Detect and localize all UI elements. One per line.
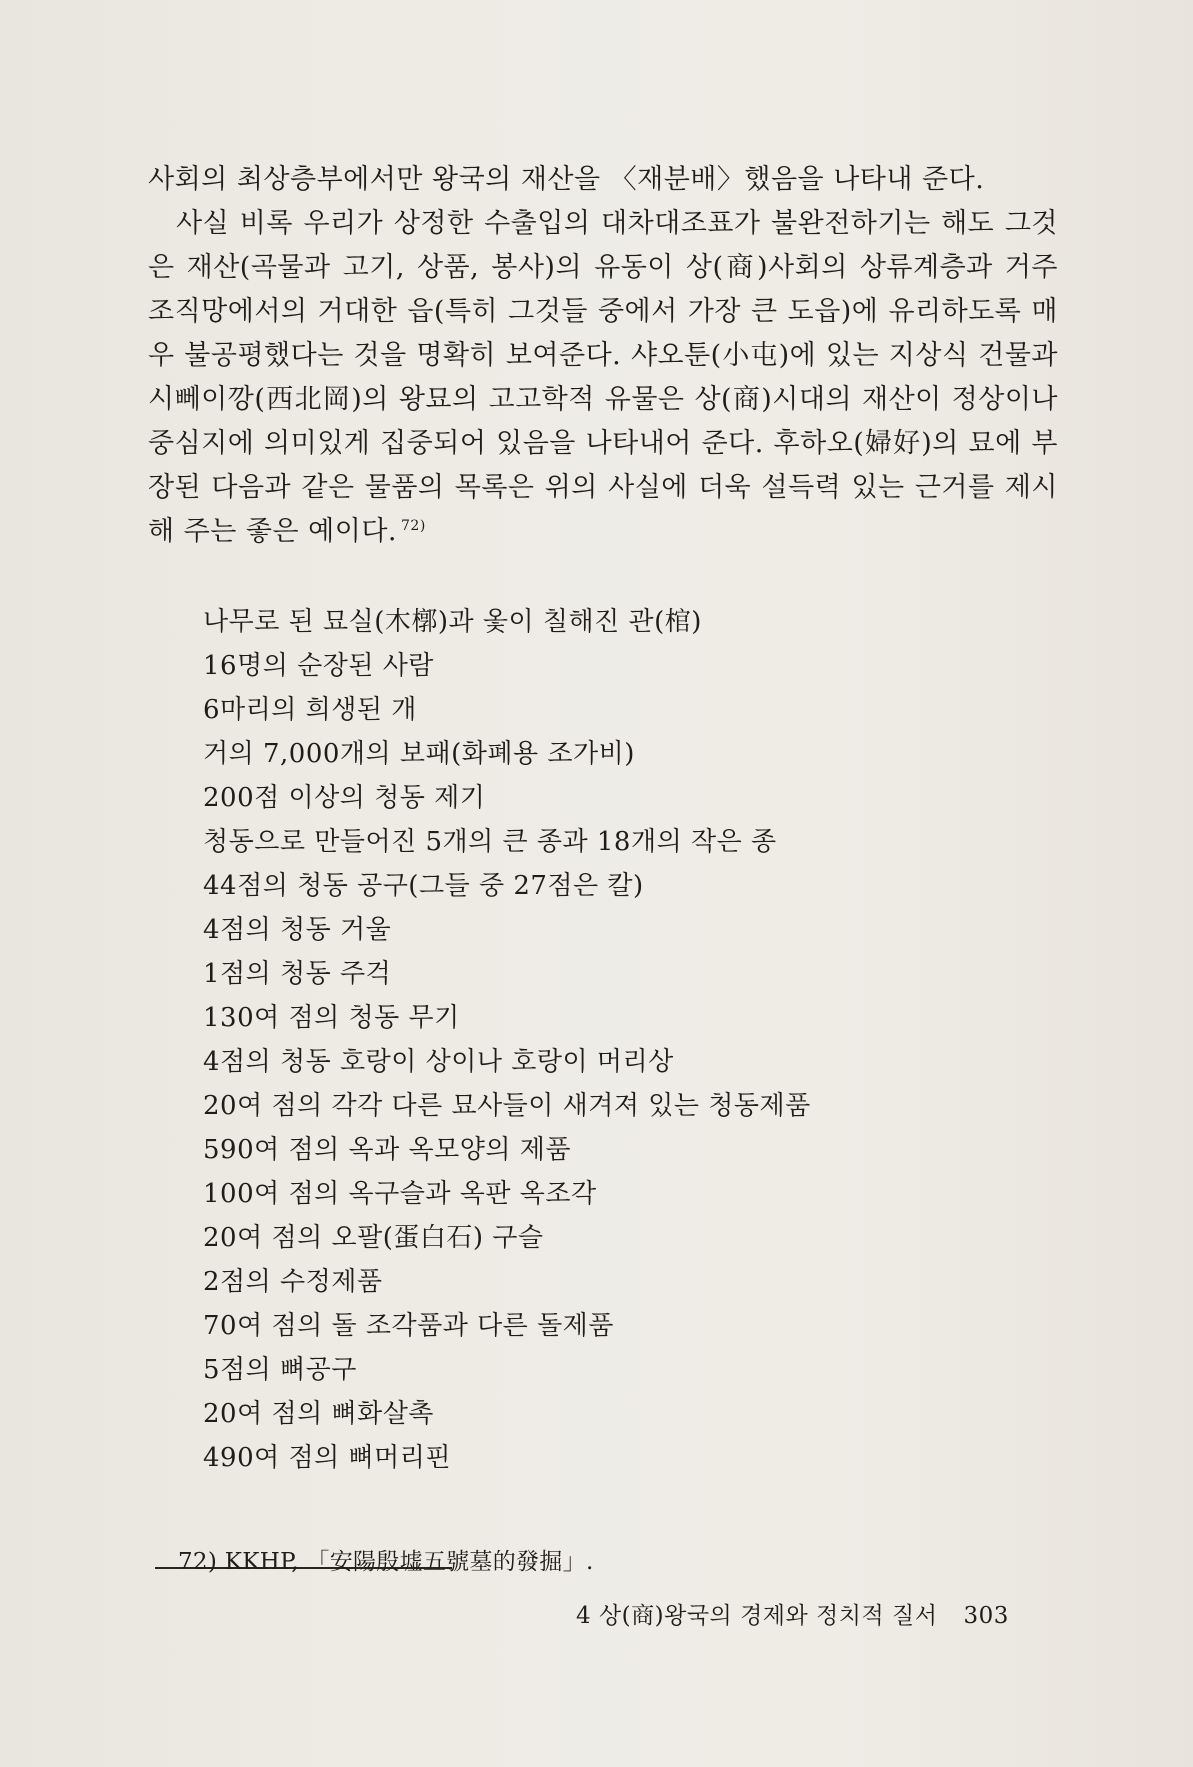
list-item: 거의 7,000개의 보패(화폐용 조가비) (203, 739, 635, 769)
main-text (148, 158, 1058, 554)
list-item: 1점의 청동 주걱 (203, 959, 392, 989)
list-item: 590여 점의 옥과 옥모양의 제품 (203, 1135, 571, 1165)
list-item: 20여 점의 뼈화살촉 (203, 1399, 434, 1429)
footnote: 72) KKHP, 「安陽殷墟五號墓的發掘」. (178, 1549, 594, 1575)
list-item: 나무로 된 묘실(木槨)과 옻이 칠해진 관(棺) (203, 607, 702, 637)
list-item: 20여 점의 각각 다른 묘사들이 새겨져 있는 청동제품 (203, 1091, 811, 1121)
running-title: 4 상(商)왕국의 경제와 정치적 질서 (576, 1603, 938, 1629)
list-item: 2점의 수정제품 (203, 1267, 383, 1297)
list-item: 70여 점의 돌 조각품과 다른 돌제품 (203, 1311, 614, 1341)
list-item: 130여 점의 청동 무기 (203, 1003, 460, 1033)
list-item: 100여 점의 옥구슬과 옥판 옥조각 (203, 1179, 597, 1209)
list-item: 20여 점의 오팔(蛋白石) 구슬 (203, 1223, 544, 1253)
list-item: 청동으로 만들어진 5개의 큰 종과 18개의 작은 종 (203, 827, 777, 857)
footnote-reference: 72) (401, 518, 426, 534)
paragraph-1: 사회의 최상층부에서만 왕국의 재산을 〈재분배〉했음을 나타내 준다. (148, 164, 985, 195)
list-item: 490여 점의 뼈머리핀 (203, 1443, 451, 1473)
running-footer (576, 1601, 1009, 1631)
page-number: 303 (963, 1603, 1009, 1629)
list-item: 5점의 뼈공구 (203, 1355, 357, 1385)
list-item: 4점의 청동 호랑이 상이나 호랑이 머리상 (203, 1047, 674, 1077)
paragraph-2-text: 사실 비록 우리가 상정한 수출입의 대차대조표가 불완전하기는 해도 그것은 재산(곡물과 고기, 상품, 봉사)의 유동이 상(商)사회의 상류계층과 거주 조직망에서의 거대한 읍(특히 그것들 중에서 가장 큰 도읍)에 유리하도록 매우 불공평했다는 것을 명확히 보여준다. 샤오툰(小屯)에 있는 지상식 건물과 시뻬이깡(西北岡)의 왕묘의 고고학적 유물은 상(商)시대의 재산이 정상이나 중심지에 의미있게 집중되어 있음을 나타내어 준다. 후하오(婦好)의 묘에 부장된 다음과 같은 물품의 목록은 위의 사실에 더욱 설득력 있는 근거를 제시해 주는 좋은 예이다. (148, 208, 1058, 547)
list-item: 16명의 순장된 사람 (203, 651, 434, 681)
paragraph-2 (148, 202, 1058, 554)
list-item: 44점의 청동 공구(그들 중 27점은 칼) (203, 871, 644, 901)
list-item: 4점의 청동 거울 (203, 915, 392, 945)
list-item: 6마리의 희생된 개 (203, 695, 417, 725)
list-item: 200점 이상의 청동 제기 (203, 783, 486, 813)
burial-goods-list (203, 600, 1063, 1480)
